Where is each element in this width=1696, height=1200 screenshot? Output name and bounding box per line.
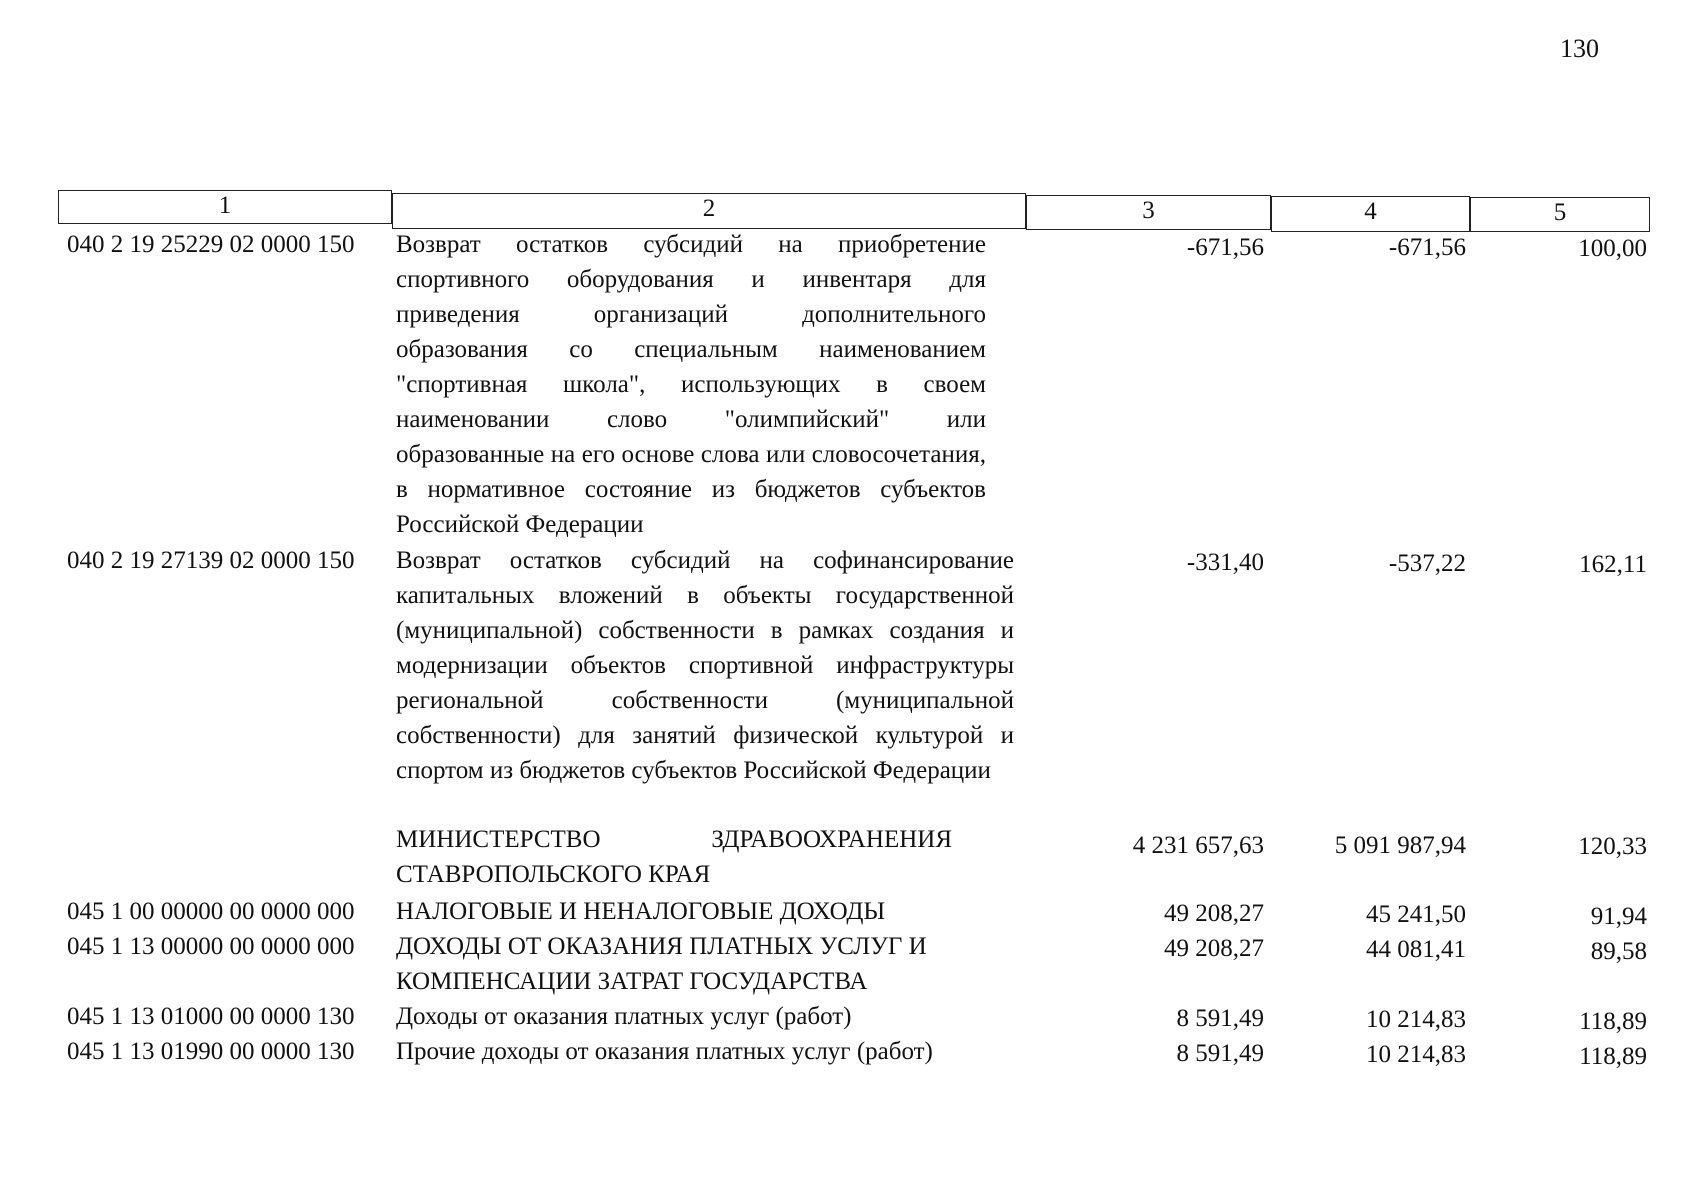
header-cell-2: 2 [392,193,1026,229]
row-value-col3: 49 208,27 [1164,935,1264,962]
row-description: МИНИСТЕРСТВО ЗДРАВООХРАНЕНИЯ СТАВРОПОЛЬСКОГО КРАЯ [396,826,952,888]
row-value-col5: 100,00 [1578,235,1647,262]
row-description: НАЛОГОВЫЕ И НЕНАЛОГОВЫЕ ДОХОДЫ [396,898,886,925]
row-value-col5: 118,89 [1579,1043,1647,1070]
row-value-col4: 10 214,83 [1366,1006,1466,1033]
row-value-col3: -331,40 [1186,549,1264,576]
header-cell-5: 5 [1470,197,1650,232]
row-code: 040 2 19 25229 02 0000 150 [67,231,355,258]
header-cell-1: 1 [58,190,392,224]
row-description: Возврат остатков субсидий на приобретение спортивного оборудования и инвентаря для приведения организаций дополнительного образования со специальным наименованием "спортивная школа", использующих в своем наименовании слово "олимпийский" или образованные на его основе слова или словосочетания, в нормативное состояние из бюджетов субъектов Российской Федерации [396,231,986,538]
row-value-col3: 8 591,49 [1176,1005,1264,1032]
row-code: 045 1 13 01990 00 0000 130 [67,1038,355,1065]
row-value-col3: 49 208,27 [1164,900,1264,927]
header-cell-3: 3 [1026,195,1271,230]
row-value-col5: 89,58 [1590,938,1647,965]
row-code: 045 1 00 00000 00 0000 000 [67,898,355,925]
row-description: ДОХОДЫ ОТ ОКАЗАНИЯ ПЛАТНЫХ УСЛУГ И КОМПЕНСАЦИИ ЗАТРАТ ГОСУДАРСТВА [396,933,927,995]
row-value-col4: -671,56 [1388,234,1466,261]
row-value-col4: 5 091 987,94 [1334,832,1466,859]
header-cell-4: 4 [1271,196,1470,232]
row-value-col4: 10 214,83 [1366,1041,1466,1068]
row-value-col4: 45 241,50 [1366,901,1466,928]
row-value-col3: 4 231 657,63 [1132,832,1264,859]
row-code: 045 1 13 00000 00 0000 000 [67,933,355,960]
row-description: Прочие доходы от оказания платных услуг (работ) [396,1038,933,1065]
row-value-col3: 8 591,49 [1176,1040,1264,1067]
row-value-col5: 91,94 [1590,903,1647,930]
row-code: 040 2 19 27139 02 0000 150 [67,547,355,574]
page-number: 130 [1560,34,1599,63]
row-description: Возврат остатков субсидий на софинансирование капитальных вложений в объекты государственной (муниципальной) собственности в рамках создания и модернизации объектов спортивной инфраструктуры региональной собственности (муниципальной собственности) для занятий физической культурой и спортом из бюджетов субъектов Российской Федерации [396,547,1014,784]
row-value-col3: -671,56 [1186,234,1264,261]
row-description: Доходы от оказания платных услуг (работ) [396,1003,852,1030]
row-value-col4: -537,22 [1388,550,1466,577]
row-value-col5: 118,89 [1579,1008,1647,1035]
row-value-col4: 44 081,41 [1366,936,1466,963]
row-code: 045 1 13 01000 00 0000 130 [67,1003,355,1030]
row-value-col5: 120,33 [1578,833,1647,860]
row-value-col5: 162,11 [1579,551,1647,578]
